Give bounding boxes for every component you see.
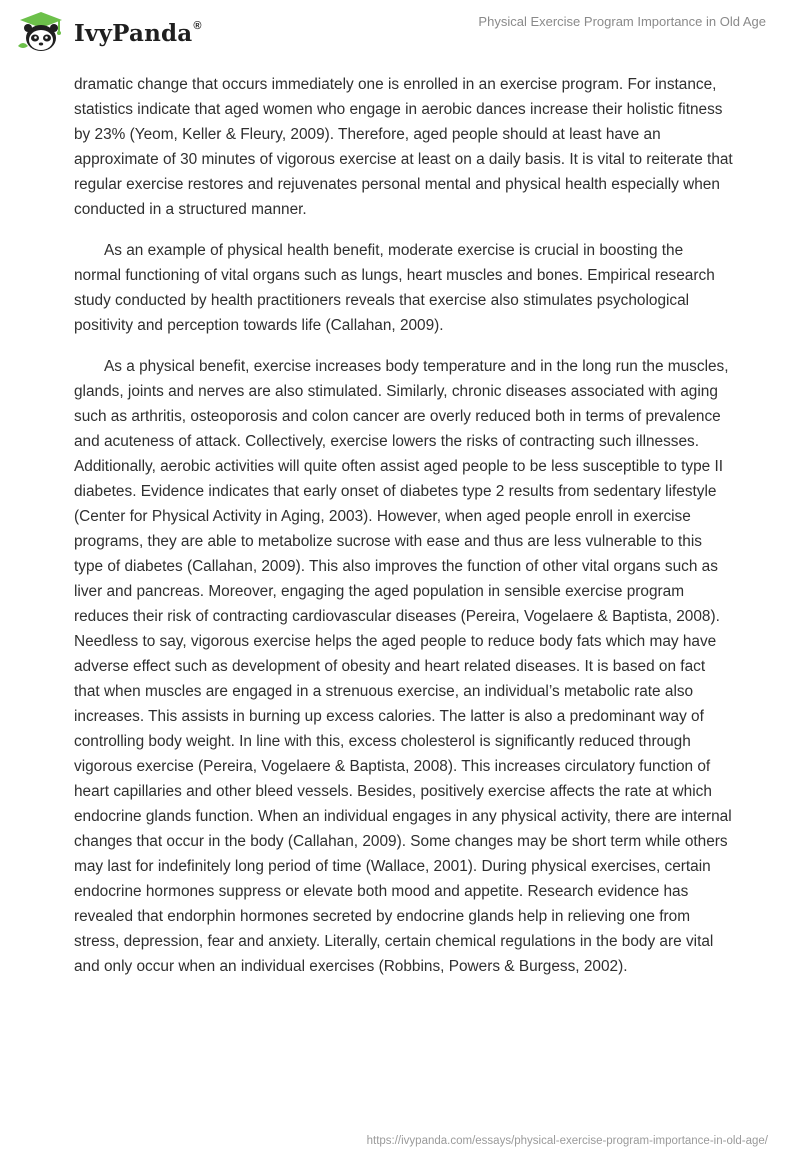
- paragraph: dramatic change that occurs immediately one is enrolled in an exercise program. For instance, statistics indicate that aged women who engage in aerobic dances increase their holistic fitness by 23% (Yeom, Keller & Fleury, 2009). Therefore, aged people should at least have an approximate of 30 minutes of vigorous exercise at least on a daily basis. It is vital to reiterate that regular exercise restores and rejuvenates personal mental and physical health especially when conducted in a structured manner.: [74, 76, 733, 218]
- page-header: [0, 0, 800, 66]
- document-title: Physical Exercise Program Importance in Old Age: [478, 14, 766, 29]
- panda-graduation-cap-icon: [14, 10, 68, 54]
- source-url[interactable]: https://ivypanda.com/essays/physical-exercise-program-importance-in-old-age/: [366, 1135, 768, 1147]
- essay-body: [74, 72, 734, 995]
- brand-registered-mark: ®: [193, 19, 202, 32]
- brand-logo[interactable]: [14, 10, 202, 54]
- paragraph: As a physical benefit, exercise increases body temperature and in the long run the muscles, glands, joints and nerves are also stimulated. Similarly, chronic diseases associated with aging such as arthritis, osteoporosis and colon cancer are overly reduced both in terms of prevalence and acuteness of attack. Collectively, exercise lowers the risks of contracting such illnesses. Additionally, aerobic activities will quite often assist aged people to be less susceptible to type II diabetes. Evidence indicates that early onset of diabetes type 2 results from sedentary lifestyle (Center for Physical Activity in Aging, 2003). However, when aged people enroll in exercise programs, they are able to metabolize sucrose with ease and thus are less vulnerable to this type of diabetes (Callahan, 2009). This also improves the function of other vital organs such as liver and pancreas. Moreover, engaging the aged population in sensible exercise program reduces their risk of contracting cardiovascular diseases (Pereira, Vogelaere & Baptista, 2008). Needless to say, vigorous exercise helps the aged people to reduce body fats which may have adverse effect such as development of obesity and heart related diseases. It is based on fact that when muscles are engaged in a strenuous exercise, an individual’s metabolic rate also increases. This assists in burning up excess calories. The latter is also a predominant way of controlling body weight. In line with this, excess cholesterol is significantly reduced through vigorous exercise (Pereira, Vogelaere & Baptista, 2008). This increases circulatory function of heart capillaries and other bleed vessels. Besides, positively exercise affects the rate at which endocrine glands function. When an individual engages in any physical activity, there are internal changes that occur in the body (Callahan, 2009). Some changes may be short term while others may last for indefinitely long period of time (Wallace, 2001). During physical exercises, certain endocrine hormones suppress or elevate both mood and appetite. Research evidence has revealed that endorphin hormones secreted by endocrine glands help in relieving one from stress, depression, fear and anxiety. Literally, certain chemical regulations in the body are vital and only occur when an individual exercises (Robbins, Powers & Burgess, 2002).: [74, 358, 732, 975]
- brand-name: IvyPanda®: [74, 19, 202, 47]
- paragraph: As an example of physical health benefit, moderate exercise is crucial in boosting the normal functioning of vital organs such as lungs, heart muscles and bones. Empirical research study conducted by health practitioners reveals that exercise also stimulates psychological positivity and perception towards life (Callahan, 2009).: [74, 242, 715, 334]
